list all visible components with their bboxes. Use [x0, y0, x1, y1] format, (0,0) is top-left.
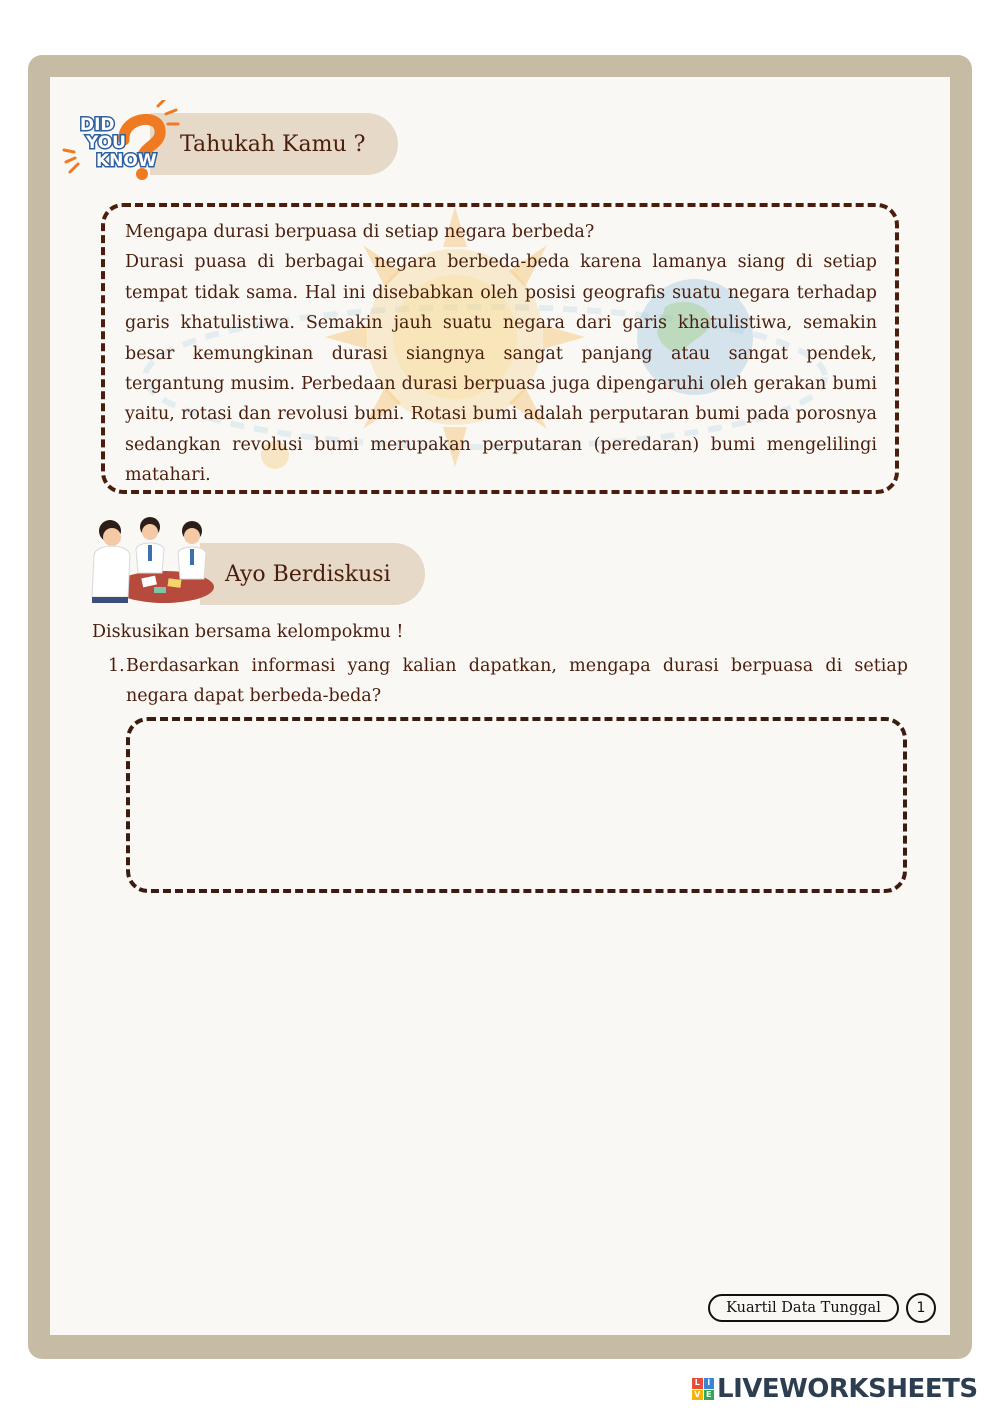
- liveworksheets-logo: [692, 1374, 978, 1404]
- did-you-know-badge-icon: [62, 100, 182, 185]
- section-header-tahukah: [150, 113, 398, 175]
- section-header-diskusi: [200, 543, 425, 605]
- answer-input[interactable]: [126, 717, 907, 893]
- svg-text:DID: DID: [80, 115, 115, 135]
- page-number: 1: [906, 1293, 936, 1323]
- section-title-diskusi: Ayo Berdiskusi: [225, 561, 391, 587]
- section-title-tahukah: Tahukah Kamu ?: [180, 131, 366, 157]
- liveworksheets-icon: L I V E: [692, 1378, 714, 1400]
- svg-text:KNOW: KNOW: [96, 151, 157, 171]
- info-question: Mengapa durasi berpuasa di setiap negara berbeda?: [125, 222, 595, 242]
- svg-text:YOU: YOU: [86, 133, 126, 153]
- question-number: 1.: [108, 656, 125, 676]
- students-discussing-illustration: [84, 515, 216, 607]
- info-text: [125, 217, 877, 491]
- discussion-instruction: Diskusikan bersama kelompokmu !: [92, 622, 404, 642]
- discussion-question: [108, 651, 908, 711]
- info-box: [101, 203, 899, 494]
- info-body: Durasi puasa di berbagai negara berbeda-beda karena lamanya siang di setiap tempat tidak sama. Hal ini disebabkan oleh posisi geografis suatu negara terhadap garis khatulistiwa. Semakin jauh suatu negara dari garis khatulistiwa, semakin besar kemungkinan durasi siangnya sangat panjang atau sangat pendek, tergantung musim. Perbedaan durasi berpuasa juga dipengaruhi oleh gerakan bumi yaitu, rotasi dan revolusi bumi. Rotasi bumi adalah perputaran bumi pada porosnya sedangkan revolusi bumi merupakan perputaran (peredaran) bumi mengelilingi matahari.: [125, 252, 877, 486]
- footer-topic-label: Kuartil Data Tunggal: [708, 1294, 899, 1322]
- liveworksheets-name: LIVEWORKSHEETS: [717, 1374, 978, 1404]
- question-text: Berdasarkan informasi yang kalian dapatkan, mengapa durasi berpuasa di setiap negara dapat berbeda-beda?: [126, 656, 908, 706]
